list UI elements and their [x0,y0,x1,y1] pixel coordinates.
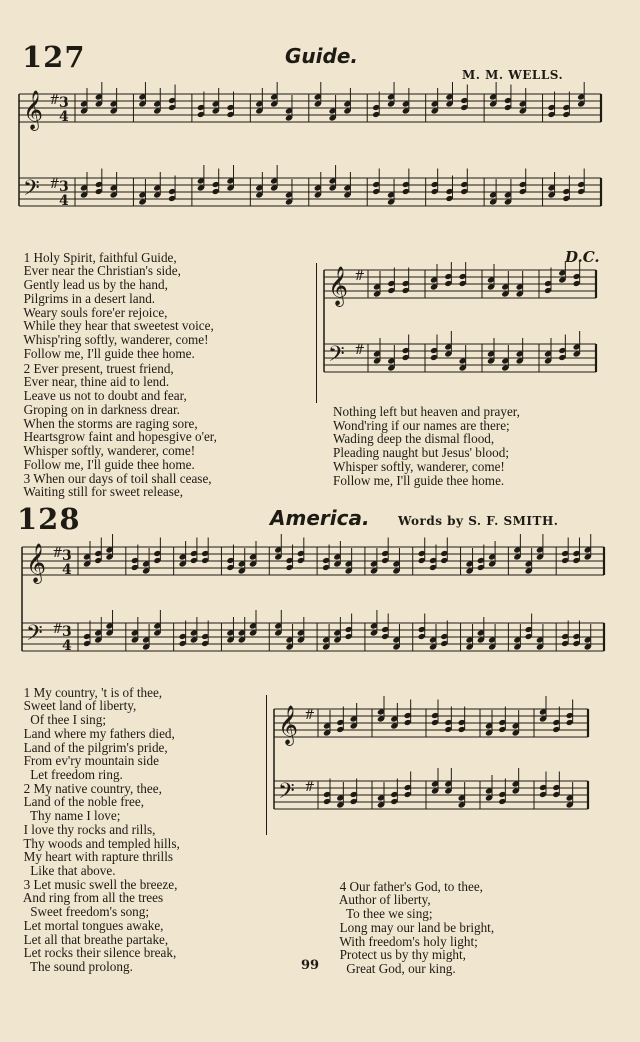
hymn-127-music-score [15,82,615,232]
hymn-128-stanza-1 [17,672,175,782]
stanza-text: When our days of toil shall cease, Waiting still for sweet release, [23,470,212,500]
svg-text:4: 4 [59,193,69,209]
svg-text:3: 3 [59,179,69,195]
svg-text:#: # [52,622,63,637]
hymn-127-composer: M. M. WELLS. [462,68,564,82]
svg-text:𝄞: 𝄞 [23,90,44,130]
hymn-127-stanza-1 [17,237,214,360]
stanza-number: 3 [23,470,31,486]
svg-text:𝄢: 𝄢 [26,621,43,651]
svg-text:#: # [354,269,365,284]
column-divider [266,695,267,835]
svg-text:#: # [304,708,315,723]
svg-text:𝄢: 𝄢 [23,176,40,206]
svg-text:#: # [49,177,60,192]
svg-text:𝄢: 𝄢 [278,779,295,809]
svg-text:3: 3 [62,548,72,564]
svg-text:#: # [304,780,315,795]
stanza-text: Holy Spirit, faithful Guide, Ever near the Christian's side, Gently lead us by the hand, Pilgrims in a desert land. Weary souls fore'er rejoice, While they hear that sweetest voice, Whisp'ring softly, wanderer, come! Follow me, I'll guide thee home. [23,249,214,361]
hymn-127-dc-score [320,262,610,402]
stanza-text: Our father's God, to thee, Author of liberty, To thee we sing; Long may our land be bright, With freedom's holy light; Protect us by thy might, Great God, our king. [338,878,495,976]
svg-text:4: 4 [62,638,72,654]
dc-mark: D.C. [565,248,600,266]
hymn-128-stanza-2 [17,768,180,878]
svg-text:#: # [52,546,63,561]
svg-text:𝄢: 𝄢 [328,342,345,372]
stanza-text: My native country, thee, Land of the noble free, Thy name I love; I love thy rocks and rills, Thy woods and templed hills, My heart with rapture thrills Like that above. [23,780,180,878]
column-divider [316,263,317,403]
svg-text:𝄞: 𝄞 [26,543,47,583]
stanza-number: 3 [23,876,31,892]
svg-text:3: 3 [59,95,69,111]
hymn-128-second-score [270,695,600,835]
svg-text:4: 4 [59,109,69,125]
svg-text:3: 3 [62,624,72,640]
hymn-128-credit: Words by S. F. SMITH. [398,514,559,528]
svg-text:#: # [354,343,365,358]
stanza-number: 2 [23,780,31,796]
stanza-text: Ever present, truest friend, Ever near, thine aid to lend. Leave us not to doubt and fear, Groping on in darkness drear. When the storms are raging sore, Heartsgrow faint and hopesgive o'er, Whisper softly, wanderer, come! Follow me, I'll guide thee home. [23,360,217,472]
stanza-number: 1 [23,684,31,700]
stanza-number: 1 [23,249,31,265]
stanza-number: 4 [339,878,347,894]
hymn-127-stanza-3-continued: Nothing left but heaven and prayer, Wond'ring if our names are there; Wading deep the dismal flood, Pleading naught but Jesus' blood; Whisper softly, wanderer, come! Follow me, I'll guide thee home. [333,404,520,488]
hymn-128-stanza-3 [17,864,177,974]
svg-text:𝄞: 𝄞 [278,705,299,745]
hymn-127-stanza-3 [17,458,212,499]
svg-text:𝄞: 𝄞 [328,266,349,306]
hymn-127-title: Guide. [285,44,358,68]
hymn-127-number: 127 [22,40,86,74]
svg-text:4: 4 [62,562,72,578]
page-number: 99 [301,958,320,973]
stanza-text: My country, 't is of thee, Sweet land of liberty, Of thee I sing; Land where my fathers died, Land of the pilgrim's pride, From ev'ry mountain side Let freedom ring. [23,684,175,782]
hymn-127-stanza-2 [17,348,217,471]
stanza-text: Let music swell the breeze, And ring from all the trees Sweet freedom's song; Let mortal tongues awake, Let all that breathe partake, Let rocks their silence break, The sound prolong. [22,876,178,974]
hymn-128-title: America. [270,506,370,530]
stanza-number: 2 [23,360,31,376]
hymn-128-stanza-4 [333,866,494,976]
svg-text:#: # [49,93,60,108]
hymn-128-music-score [18,533,618,668]
hymn-128-number: 128 [17,502,81,536]
